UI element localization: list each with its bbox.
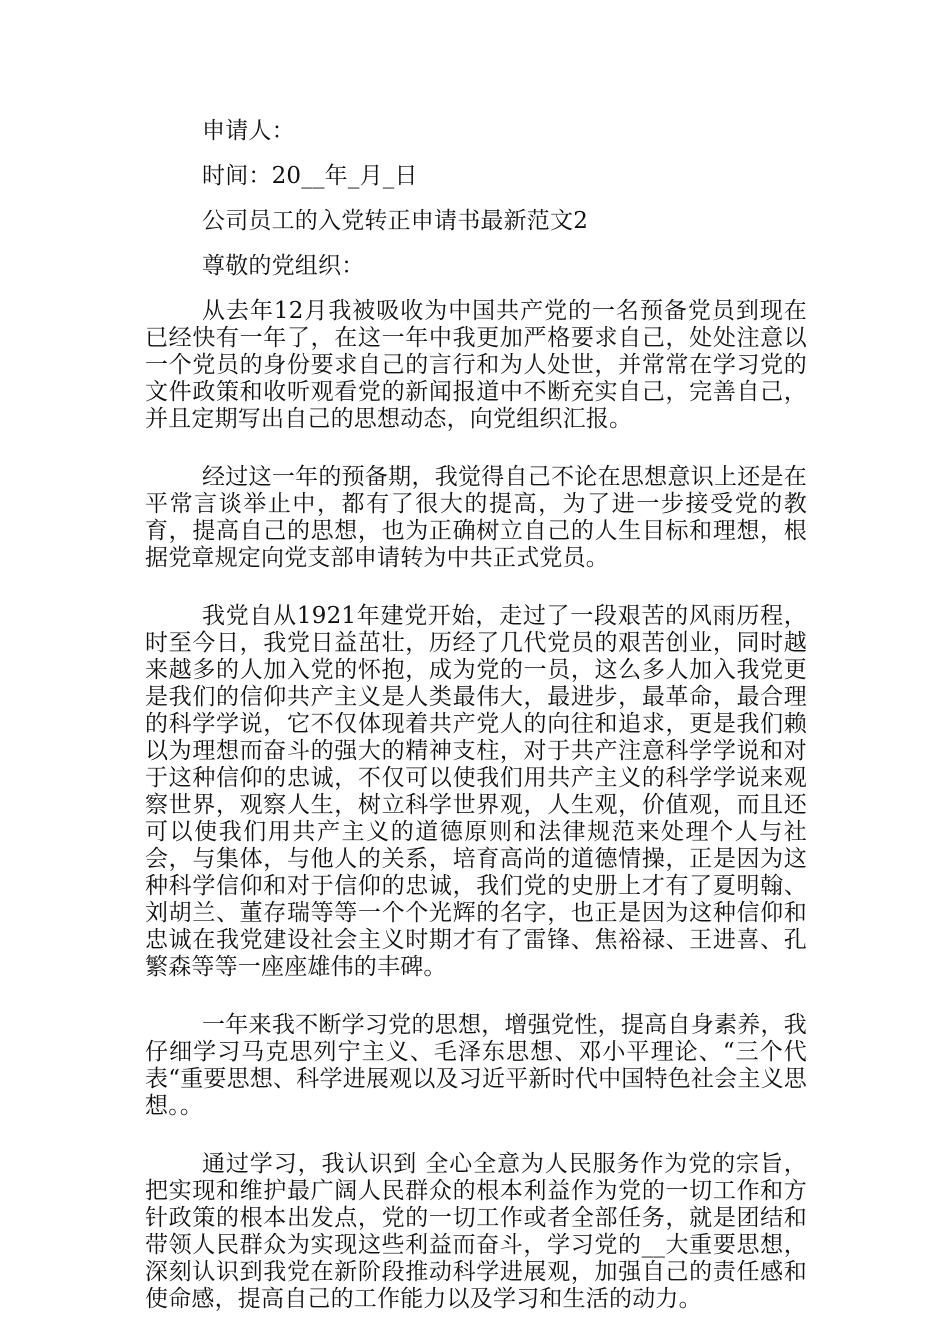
paragraph-1: 从去年12月我被吸收为中国共产党的一名预备党员到现在已经快有一年了，在这一年中我更加严格要求自己，处处注意以一个党员的身份要求自己的言行和为人处世，并常常在学习党的文件政策和收听观看党的新闻报道中不断充实自己，完善自己，并且定期写出自己的思想动态，向党组织汇报。 xyxy=(145,298,807,432)
paragraph-5: 通过学习，我认识到 全心全意为人民服务作为党的宗旨，把实现和维护最广阔人民群众的根本利益作为党的一切工作和方针政策的根本出发点，党的一切工作或者全部任务，就是团结和带领人民群众为实现这些利益而奋斗，学习党的__大重要思想，深刻认识到我党在新阶段推动科学进展观，加强自己的责任感和使命感，提高自己的工作能力以及学习和生活的动力。 xyxy=(145,1151,807,1312)
salutation: 尊敬的党组织： xyxy=(202,253,365,279)
document-body xyxy=(145,118,807,1344)
paragraph-4: 一年来我不断学习党的思想，增强党性，提高自身素养，我仔细学习马克思列宁主义、毛泽东思想、邓小平理论、“三个代表“重要思想、科学进展观以及习近平新时代中国特色社会主义思想。。 xyxy=(145,1012,807,1119)
document-title: 公司员工的入党转正申请书最新范文2 xyxy=(202,208,589,234)
date-line: 时间：20__年_月_日 xyxy=(202,163,418,189)
applicant-label: 申请人： xyxy=(202,118,295,144)
paragraph-2: 经过这一年的预备期，我觉得自己不论在思想意识上还是在平常言谈举止中，都有了很大的提高，为了进一步接受党的教育，提高自己的思想，也为正确树立自己的人生目标和理想，根据党章规定向党支部申请转为中共正式党员。 xyxy=(145,464,807,571)
paragraph-3: 我党自从1921年建党开始，走过了一段艰苦的风雨历程，时至今日，我党日益茁壮，历经了几代党员的艰苦创业，同时越来越多的人加入党的怀抱，成为党的一员，这么多人加入我党更是我们的信仰共产主义是人类最伟大，最进步，最革命，最合理的科学学说，它不仅体现着共产党人的向往和追求，更是我们赖以为理想而奋斗的强大的精神支柱，对于共产注意科学学说和对于这种信仰的忠诚，不仅可以使我们用共产主义的科学学说来观察世界，观察人生，树立科学世界观，人生观，价值观，而且还可以使我们用共产主义的道德原则和法律规范来处理个人与社会，与集体，与他人的关系，培育高尚的道德情操，正是因为这种科学信仰和对于信仰的忠诚，我们党的史册上才有了夏明翰、刘胡兰、董存瑞等等一个个光辉的名字，也正是因为这种信仰和忠诚在我党建设社会主义时期才有了雷锋、焦裕禄、王进喜、孔繁森等等一座座雄伟的丰碑。 xyxy=(145,603,807,980)
